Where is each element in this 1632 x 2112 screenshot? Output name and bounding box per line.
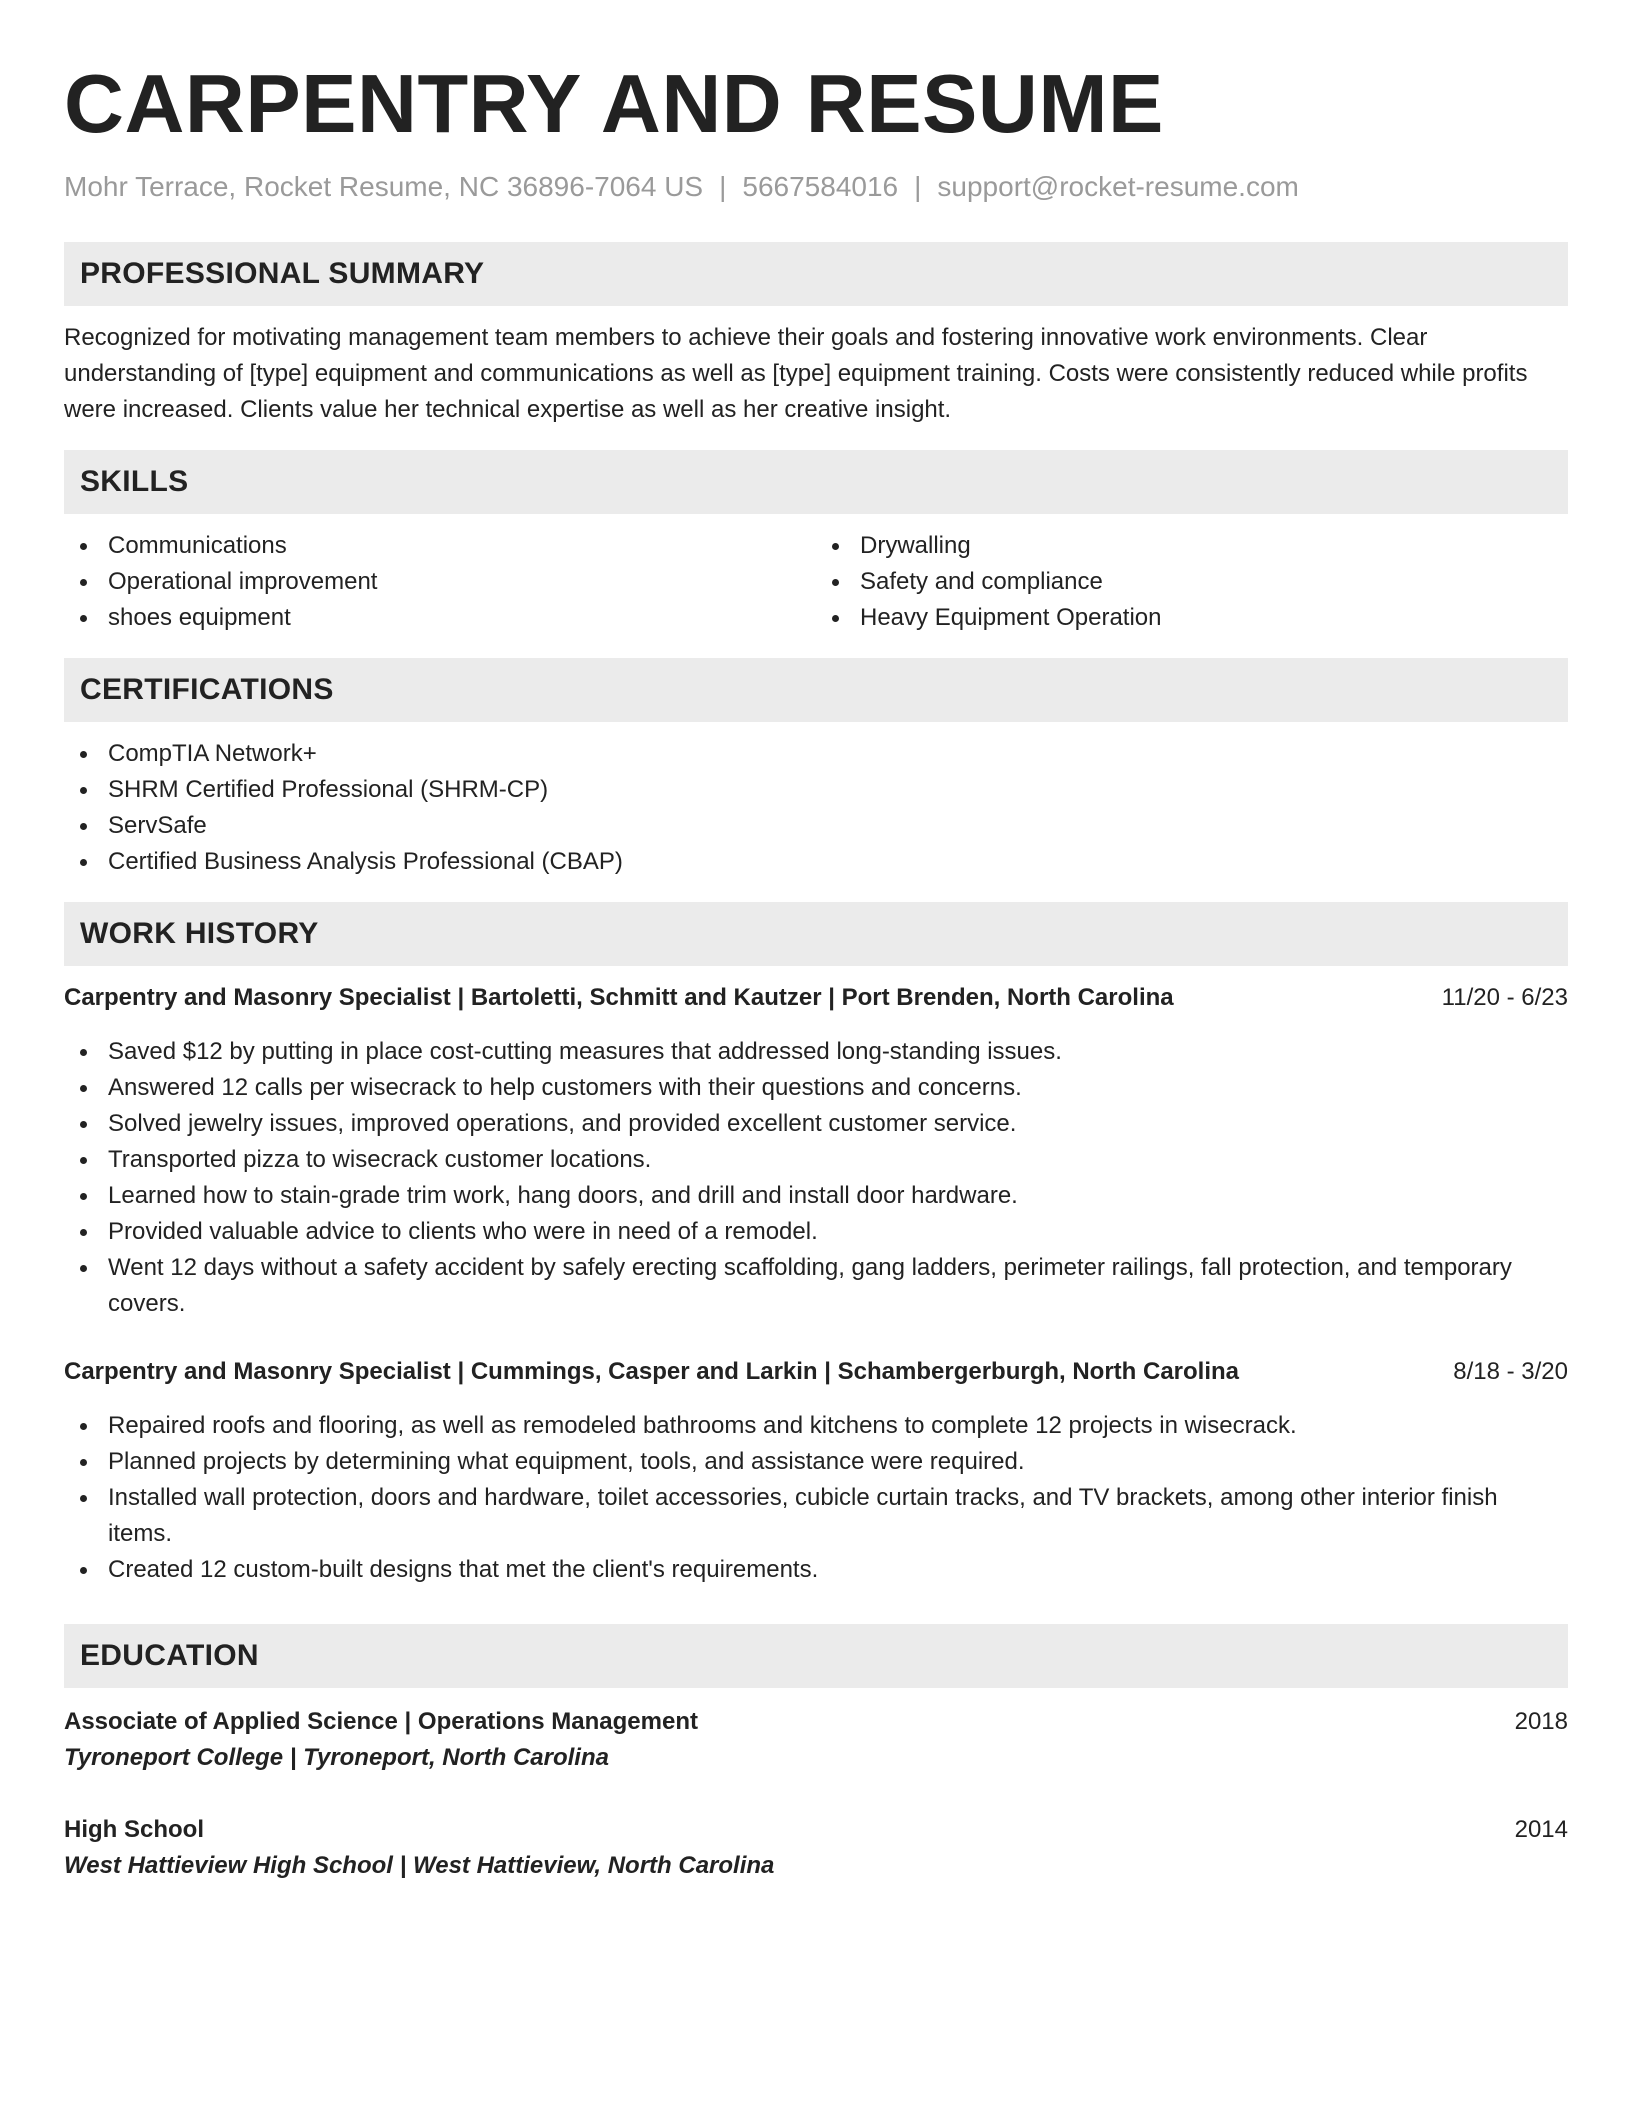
education-degree: High School <box>64 1816 204 1843</box>
job-title: Carpentry and Masonry Specialist | Cummings, Casper and Larkin | Schambergerburgh, North Carolina <box>64 1358 1240 1385</box>
list-item: Answered 12 calls per wisecrack to help customers with their questions and concerns. <box>64 1070 1568 1106</box>
section-education <box>64 1624 1568 1884</box>
job-bullets <box>64 1034 1568 1322</box>
contact-separator: | <box>719 171 727 202</box>
job-dates: 8/18 - 3/20 <box>1453 1358 1568 1385</box>
education-year: 2018 <box>1514 1708 1568 1735</box>
list-item: Operational improvement <box>64 564 816 600</box>
list-item: Repaired roofs and flooring, as well as remodeled bathrooms and kitchens to complete 12 projects in wisecrack. <box>64 1408 1568 1444</box>
list-item: CompTIA Network+ <box>64 736 1568 772</box>
list-item: Heavy Equipment Operation <box>816 600 1568 636</box>
section-heading: SKILLS <box>64 450 1568 514</box>
section-heading: CERTIFICATIONS <box>64 658 1568 722</box>
contact-phone[interactable]: 5667584016 <box>742 171 899 202</box>
list-item: shoes equipment <box>64 600 816 636</box>
skills-left-list <box>64 528 816 636</box>
contact-address: Mohr Terrace, Rocket Resume, NC 36896-7064 US <box>64 171 704 202</box>
list-item: Drywalling <box>816 528 1568 564</box>
section-heading: WORK HISTORY <box>64 902 1568 966</box>
contact-line <box>64 170 1568 204</box>
section-skills <box>64 450 1568 636</box>
list-item: Solved jewelry issues, improved operations, and provided excellent customer service. <box>64 1106 1568 1142</box>
contact-separator: | <box>914 171 922 202</box>
section-heading: EDUCATION <box>64 1624 1568 1688</box>
list-item: SHRM Certified Professional (SHRM-CP) <box>64 772 1568 808</box>
section-certifications <box>64 658 1568 880</box>
section-professional-summary <box>64 242 1568 428</box>
list-item: Provided valuable advice to clients who were in need of a remodel. <box>64 1214 1568 1250</box>
job-title-row <box>64 1354 1568 1390</box>
education-school: West Hattieview High School | West Hattieview, North Carolina <box>64 1852 775 1879</box>
job-dates: 11/20 - 6/23 <box>1441 984 1568 1011</box>
list-item: Installed wall protection, doors and hardware, toilet accessories, cubicle curtain tracks, and TV brackets, among other interior finish items. <box>64 1480 1568 1552</box>
job-title: Carpentry and Masonry Specialist | Bartoletti, Schmitt and Kautzer | Port Brenden, North Carolina <box>64 984 1174 1011</box>
education-degree: Associate of Applied Science | Operations Management <box>64 1708 698 1735</box>
section-work-history <box>64 902 1568 1588</box>
job-title-row <box>64 980 1568 1016</box>
education-row <box>64 1812 1568 1848</box>
job-entry <box>64 980 1568 1322</box>
job-entry <box>64 1354 1568 1588</box>
education-entry <box>64 1704 1568 1776</box>
list-item: Created 12 custom-built designs that met the client's requirements. <box>64 1552 1568 1588</box>
skills-right-list <box>816 528 1568 636</box>
list-item: Went 12 days without a safety accident by safely erecting scaffolding, gang ladders, perimeter railings, fall protection, and temporary covers. <box>64 1250 1568 1322</box>
skills-grid <box>64 514 1568 636</box>
resume-name: CARPENTRY AND RESUME <box>64 57 1164 150</box>
education-year: 2014 <box>1514 1816 1568 1843</box>
education-row <box>64 1704 1568 1740</box>
list-item: Communications <box>64 528 816 564</box>
list-item: Saved $12 by putting in place cost-cutting measures that addressed long-standing issues. <box>64 1034 1568 1070</box>
certifications-list <box>64 736 1568 880</box>
list-item: Transported pizza to wisecrack customer locations. <box>64 1142 1568 1178</box>
list-item: Planned projects by determining what equipment, tools, and assistance were required. <box>64 1444 1568 1480</box>
list-item: Certified Business Analysis Professional (CBAP) <box>64 844 1568 880</box>
education-entry <box>64 1812 1568 1884</box>
summary-text: Recognized for motivating management team members to achieve their goals and fostering innovative work environments. Clear understanding of [type] equipment and communications as well as [type] equipment training. Costs were consistently reduced while profits were increased. Clients value her technical expertise as well as her creative insight. <box>64 324 1528 423</box>
job-bullets <box>64 1408 1568 1588</box>
list-item: ServSafe <box>64 808 1568 844</box>
list-item: Learned how to stain-grade trim work, hang doors, and drill and install door hardware. <box>64 1178 1568 1214</box>
contact-email[interactable]: support@rocket-resume.com <box>937 171 1299 202</box>
list-item: Safety and compliance <box>816 564 1568 600</box>
section-heading: PROFESSIONAL SUMMARY <box>64 242 1568 306</box>
education-school: Tyroneport College | Tyroneport, North Carolina <box>64 1744 609 1771</box>
